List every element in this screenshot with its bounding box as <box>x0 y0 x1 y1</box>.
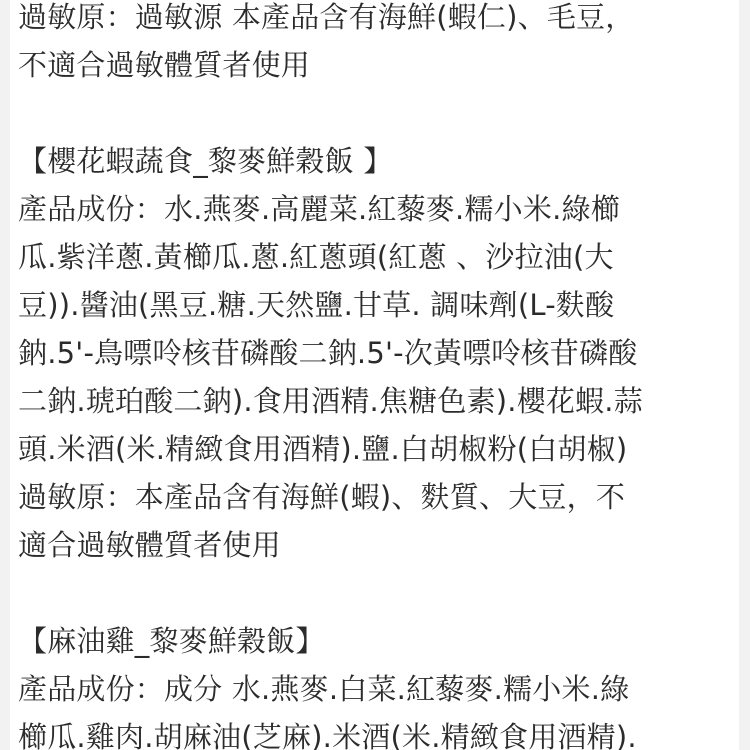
ingredients-line-8: 櫛瓜.雞肉.胡麻油(芝麻).米酒(米.精緻食用酒精). <box>18 720 637 750</box>
allergen-line-4: 適合過敏體質者使用 <box>18 528 281 562</box>
document-panel <box>10 0 739 750</box>
ingredients-line-3: 豆)).醬油(黑豆.糖.天然鹽.甘草. 調味劑(L-麩酸 <box>18 288 615 322</box>
ingredients-line-5: 二鈉.琥珀酸二鈉).食用酒精.焦糖色素).櫻花蝦.蒜 <box>18 384 643 418</box>
ingredients-line-2: 瓜.紫洋蔥.黃櫛瓜.蔥.紅蔥頭(紅蔥 、沙拉油(大 <box>18 240 614 274</box>
ingredients-line-4: 鈉.5'-鳥嘌呤核苷磷酸二鈉.5'-次黃嘌呤核苷磷酸 <box>18 336 638 370</box>
product-heading-sesame-chicken: 【麻油雞_黎麥鮮穀飯】 <box>18 624 325 658</box>
ingredients-line-6: 頭.米酒(米.精緻食用酒精).鹽.白胡椒粉(白胡椒) <box>18 432 628 466</box>
blank-line <box>18 89 739 137</box>
allergen-line-1: 過敏原：過敏源 本產品含有海鮮(蝦仁)、毛豆， <box>18 0 635 34</box>
blank-line <box>18 569 739 617</box>
allergen-line-3: 過敏原：本產品含有海鮮(蝦)、麩質、大豆，不 <box>18 480 626 514</box>
product-heading-sakura-shrimp: 【櫻花蝦蔬食_黎麥鮮穀飯 】 <box>18 144 393 178</box>
ingredients-line-1: 產品成份：水.燕麥.高麗菜.紅藜麥.糯小米.綠櫛 <box>18 192 620 226</box>
allergen-line-2: 不適合過敏體質者使用 <box>18 48 311 82</box>
document-text <box>10 0 739 750</box>
ingredients-line-7: 產品成份：成分 水.燕麥.白菜.紅藜麥.糯小米.綠 <box>18 672 630 706</box>
